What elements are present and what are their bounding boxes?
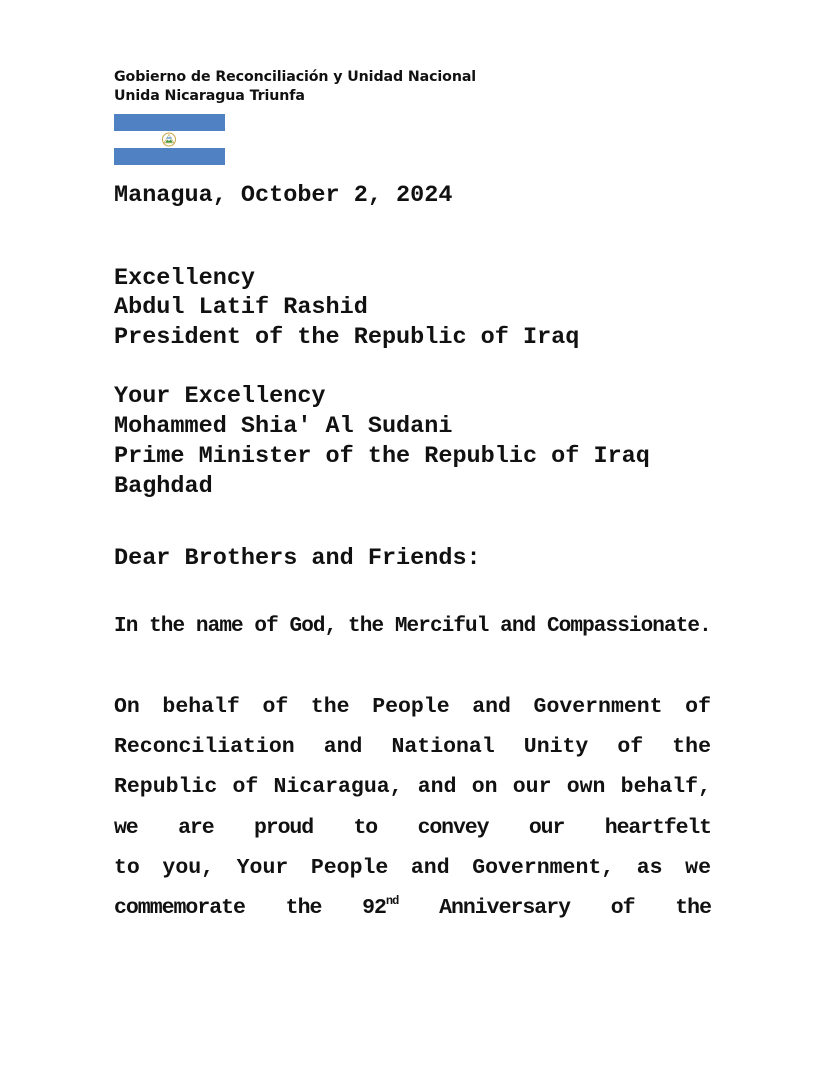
flag-of-nicaragua (114, 114, 225, 165)
salutation: Dear Brothers and Friends: (114, 545, 481, 572)
body-line: to you, Your People and Government, as we (114, 856, 711, 880)
letterhead-slogan: Unida Nicaragua Triunfa (114, 88, 305, 104)
body-line-last (114, 894, 711, 922)
body-line: On behalf of the People and Government of (114, 695, 711, 719)
recipient-1-position: President of the Republic of Iraq (114, 324, 580, 351)
invocation: In the name of God, the Merciful and Compassionate. (114, 615, 711, 638)
flag-top-blue-band (114, 114, 225, 131)
recipient-2-city: Baghdad (114, 473, 213, 500)
ordinal-superscript: nd (385, 894, 399, 908)
date-line: Managua, October 2, 2024 (114, 182, 453, 209)
flag-bottom-blue-band (114, 148, 225, 165)
letterhead-government-name: Gobierno de Reconciliación y Unidad Nacional (114, 69, 477, 85)
body-line: Reconciliation and National Unity of the (114, 735, 711, 759)
recipient-2-name: Mohammed Shia' Al Sudani (114, 413, 453, 440)
recipient-2-position: Prime Minister of the Republic of Iraq (114, 443, 650, 470)
recipient-1-name: Abdul Latif Rashid (114, 294, 368, 321)
recipient-2-title: Your Excellency (114, 383, 326, 410)
body-line: Republic of Nicaragua, and on our own behalf, (114, 775, 711, 799)
coat-of-arms-emblem-icon (161, 132, 177, 147)
body-line: we are proud to convey our heartfelt (114, 816, 711, 840)
recipient-1-title: Excellency (114, 265, 256, 292)
body-text-after-ordinal: Anniversary of the (439, 896, 711, 920)
body-text-before-ordinal: commemorate the 92 (114, 896, 386, 920)
